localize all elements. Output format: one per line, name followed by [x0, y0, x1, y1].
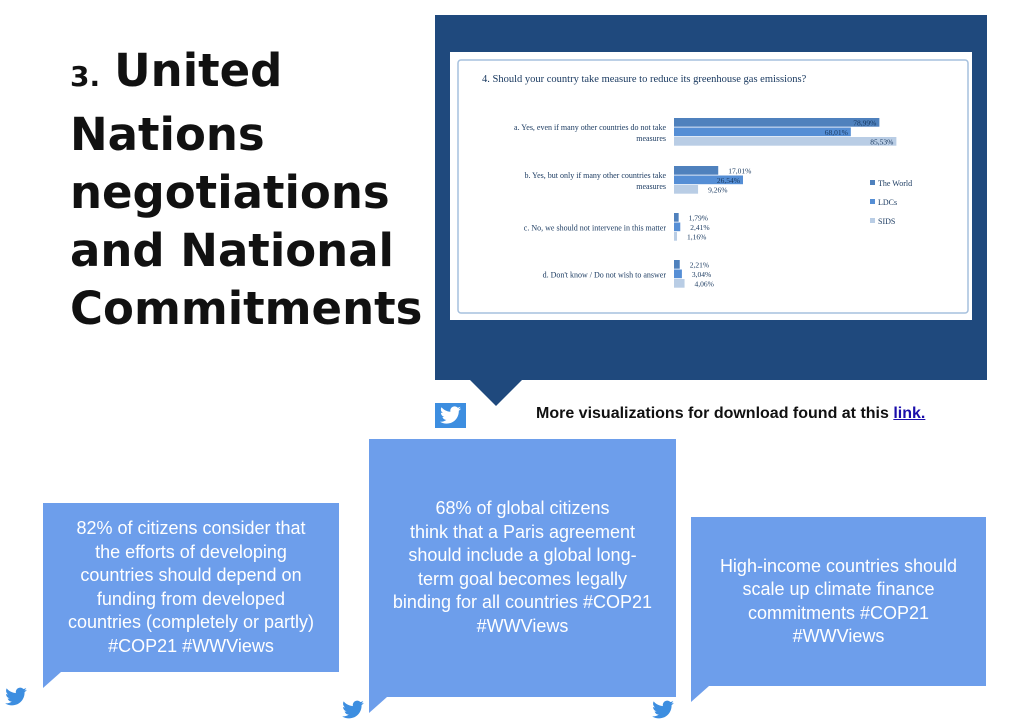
data-label: 4,06% — [694, 279, 714, 289]
legend-swatch — [870, 180, 875, 185]
data-label: 85,53% — [870, 137, 894, 147]
visualizations-text: More visualizations for download found at this — [536, 405, 894, 422]
bar — [674, 166, 718, 175]
twitter-bird-icon[interactable] — [435, 403, 466, 428]
category-label: d. Don't know / Do not wish to answer — [542, 270, 666, 280]
quote-bubble-climate-finance — [691, 517, 986, 686]
bar — [674, 223, 680, 232]
bar — [674, 118, 879, 127]
legend-swatch — [870, 218, 875, 223]
data-label: 1,79% — [688, 213, 709, 223]
category-label: b. Yes, but only if many other countries take — [524, 170, 666, 180]
category-label: a. Yes, even if many other countries do not take — [514, 122, 666, 132]
bubble-line: High-income countries should — [719, 555, 958, 576]
bar — [674, 232, 677, 241]
bubble-line: #WWViews — [476, 615, 569, 636]
title-text: United Nations negotiations and National Commitments — [70, 44, 423, 335]
bar-chart — [450, 52, 972, 320]
data-label: 2,41% — [690, 223, 710, 232]
twitter-bird-icon[interactable] — [647, 697, 679, 723]
bubble-line: 82% of citizens consider that — [76, 518, 306, 538]
bubble-line: think that a Paris agreement — [409, 521, 636, 542]
bubble-line: scale up climate finance — [742, 579, 935, 599]
legend-label: SIDS — [878, 217, 896, 226]
bubble-line: binding for all countries #COP21 — [392, 592, 653, 612]
chart-title: 4. Should your country take measure to reduce its greenhouse gas emissions? — [482, 74, 807, 85]
category-label: measures — [636, 181, 666, 191]
data-label: 2,21% — [689, 260, 710, 270]
bubble-line: #WWViews — [792, 626, 885, 646]
category-label: c. No, we should not intervene in this matter — [523, 223, 666, 233]
legend-label: The World — [878, 179, 913, 188]
bubble-tail — [43, 672, 61, 688]
bar — [674, 185, 698, 194]
bubble-tail — [369, 697, 387, 713]
category-label: measures — [636, 133, 666, 143]
bubble-line: 68% of global citizens — [435, 498, 610, 518]
data-label: 9,26% — [708, 185, 728, 195]
data-label: 68,01% — [824, 128, 848, 137]
twitter-bird-icon[interactable] — [337, 697, 369, 723]
data-label: 26,54% — [716, 176, 741, 185]
data-label: 78,99% — [853, 118, 877, 128]
bubble-line: should include a global long- — [408, 545, 637, 565]
page-title — [70, 42, 430, 338]
legend-label: LDCs — [878, 198, 898, 207]
chart-panel-pointer — [470, 380, 522, 406]
quote-bubble-funding — [43, 503, 339, 672]
bubble-line: term goal becomes legally — [417, 568, 628, 589]
visualizations-link[interactable]: link. — [893, 405, 926, 422]
bubble-line: commitments #COP21 — [747, 602, 930, 623]
bubble-line: countries should depend on — [80, 565, 302, 585]
bar — [674, 260, 680, 269]
quote-bubble-paris-agreement — [369, 439, 676, 697]
legend-swatch — [870, 199, 875, 204]
bar — [674, 279, 685, 288]
visualizations-note — [536, 405, 925, 423]
bar — [674, 213, 679, 222]
data-label: 1,16% — [687, 232, 707, 242]
bubble-line: the efforts of developing — [95, 541, 287, 562]
chart-card — [450, 52, 972, 320]
bar — [674, 270, 682, 279]
twitter-bird-icon[interactable] — [0, 684, 32, 710]
title-number: 3. — [70, 60, 101, 93]
bubble-tail — [691, 686, 709, 702]
bubble-line: #COP21 #WWViews — [108, 635, 274, 656]
bubble-line: countries (completely or partly) — [67, 612, 315, 632]
bar — [674, 137, 896, 146]
data-label: 3,04% — [691, 270, 712, 279]
data-label: 17,01% — [728, 166, 752, 176]
bubble-line: funding from developed — [96, 588, 286, 609]
